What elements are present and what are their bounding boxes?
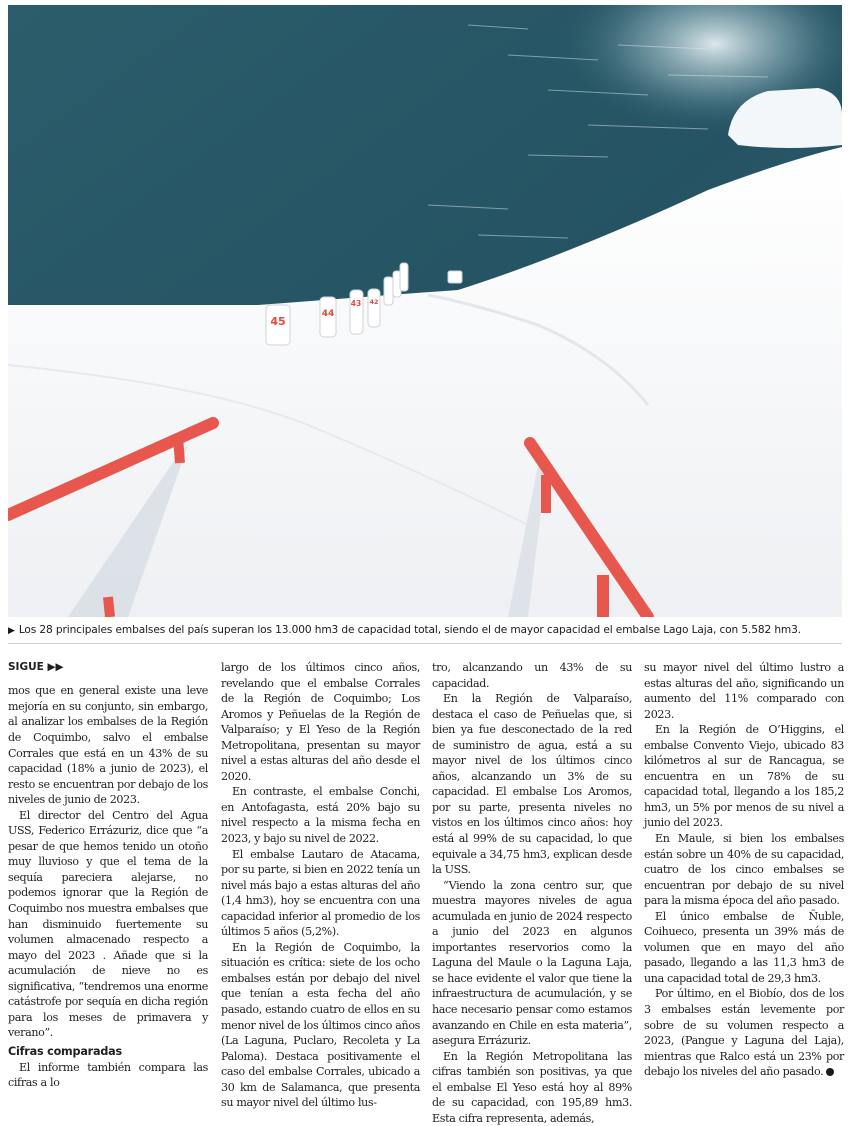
caption-text: Los 28 principales embalses del país superan los 13.000 hm3 de capacidad total, siendo el de mayor capacidad el embalse Lago Laja, con 5.582 hm3. [18, 624, 801, 636]
paragraph: largo de los últimos cinco años, revelando que el embalse Corrales de la Región de Coquimbo; Los Aromos y Peñuelas de la Región de Valparaíso; y El Yeso de la Región Metropolitana, presentan su mayor nivel a estas alturas del año desde el 2020. [221, 661, 420, 783]
snow-reservoir-photo [8, 5, 842, 617]
paragraph: tro, alcanzando un 43% de su capacidad. [432, 661, 632, 690]
paragraph-final [644, 986, 844, 1079]
paragraph: El informe también compara las cifras a lo [8, 1060, 208, 1090]
paragraph: En la Región Metropolitana las cifras también son positivas, ya que el embalse El Yeso está hoy al 89% de su capacidad, con 195,89 hm3. Esta cifra representa, además, [432, 1049, 632, 1125]
subheading: Cifras comparadas [8, 1044, 122, 1058]
end-mark-icon [826, 1068, 834, 1076]
marker-42: 42 [369, 298, 379, 306]
paragraph: En la Región de O’Higgins, el embalse Convento Viejo, ubicado 83 kilómetros al sur de Rancagua, se encuentra en un 78% de su capacidad total, llegando a los 185,2 hm3, un 5% por menos de su nivel a junio del 2023. [644, 723, 844, 830]
paragraph: su mayor nivel del último lustro a estas alturas del año, significando un aumento del 11% comparado con 2023. [644, 661, 844, 721]
paragraph: En la Región de Valparaíso, destaca el caso de Peñuelas que, si bien ya fue desconectado de la red de suministro de agua, está a su mayor nivel de los últimos cinco años, alcanzando un 3% de su capacidad. El embalse Los Aromos, por su parte, presenta niveles no vistos en los últimos cinco años: hoy está al 99% de su capacidad, lo que equivale a 34,75 hm3, explican desde la USS. [432, 692, 632, 877]
article-photo [8, 5, 842, 617]
caption-divider [8, 643, 842, 644]
paragraph: El único embalse de Ñuble, Coihueco, presenta un 39% más de volumen que en mayo del año pasado, llegando a las 11,3 hm3 de una capacidad total de 29,3 hm3. [644, 909, 844, 985]
marker-44: 44 [321, 309, 335, 319]
triangle-right-icon: ▶ [8, 626, 15, 636]
paragraph: El embalse Lautaro de Atacama, por su parte, si bien en 2022 tenía un nivel más bajo a estas alturas del año (1,4 hm3), hoy se encuentra con una capacidad inferior al promedio de los últimos 5 años (5,2%). [221, 847, 420, 939]
article-column-3 [432, 660, 632, 1126]
marker-43: 43 [350, 299, 362, 308]
paragraph: En Maule, si bien los embalses están sobre un 40% de su capacidad, cuatro de los cinco embalses se encuentran por debajo de su nivel para la misma época del año pasado. [644, 832, 844, 908]
paragraph: En la Región de Coquimbo, la situación es crítica: siete de los ocho embalses están por debajo del nivel que tenían a esta fecha del año pasado, estando cuatro de ellos en su menor nivel de los últimos cinco años (La Laguna, Puclaro, Recoleta y La Paloma). Destaca positivamente el caso del embalse Corrales, ubicado a 30 km de Salamanca, que presenta su mayor nivel del último lus- [221, 940, 420, 1110]
photo-caption [8, 621, 842, 639]
marker-45: 45 [270, 315, 286, 328]
paragraph: En contraste, el embalse Conchi, en Antofagasta, está 20% bajo su nivel respecto a la misma fecha en 2023, y bajo su nivel de 2022. [221, 785, 420, 846]
sigue-label: SIGUE ▶▶ [8, 661, 64, 673]
paragraph: “Viendo la zona centro sur, que muestra mayores niveles de agua acumulada en junio de 2024 respecto a junio del 2023 en algunos importantes reservorios como la Laguna del Maule o la Laguna Laja, se hace evidente el valor que tiene la infraestructura de acumulación, y se hace necesario pensar como estamos avanzando en Chile en esta materia”, asegura Errázuriz. [432, 878, 632, 1048]
article-column-1 [8, 660, 208, 1091]
paragraph: El director del Centro del Agua USS, Federico Errázuriz, dice que “a pesar de que hemos tenido un otoño muy lluvioso y que el tema de la sequía pareciera alejarse, no podemos ignorar que la Región de Coquimbo nos muestra embalses que han disminuido fuertemente su volumen almacenado respecto a mayo del 2023 . Añade que si la acumulación de nieve no es significativa, “tendremos una enorme catástrofe por sequía en dicha región para los meses de primavera y verano”. [8, 808, 208, 1040]
paragraph-text: Por último, en el Biobío, dos de los 3 embalses están levemente por sobre de su volumen respecto a 2023, (Pangue y Laguna del Laja), mientras que Ralco está un 23% por debajo los niveles del año pasado. [644, 987, 844, 1079]
paragraph: mos que en general existe una leve mejoría en su conjunto, sin embargo, al analizar los embalses de la Región de Coquimbo, salvo el embalse Corrales que está en un 43% de su capacidad (18% a junio de 2023), el resto se encuentran por debajo de los niveles de junio de 2023. [8, 684, 208, 807]
article-column-2 [221, 660, 420, 1111]
article-column-4 [644, 660, 844, 1080]
